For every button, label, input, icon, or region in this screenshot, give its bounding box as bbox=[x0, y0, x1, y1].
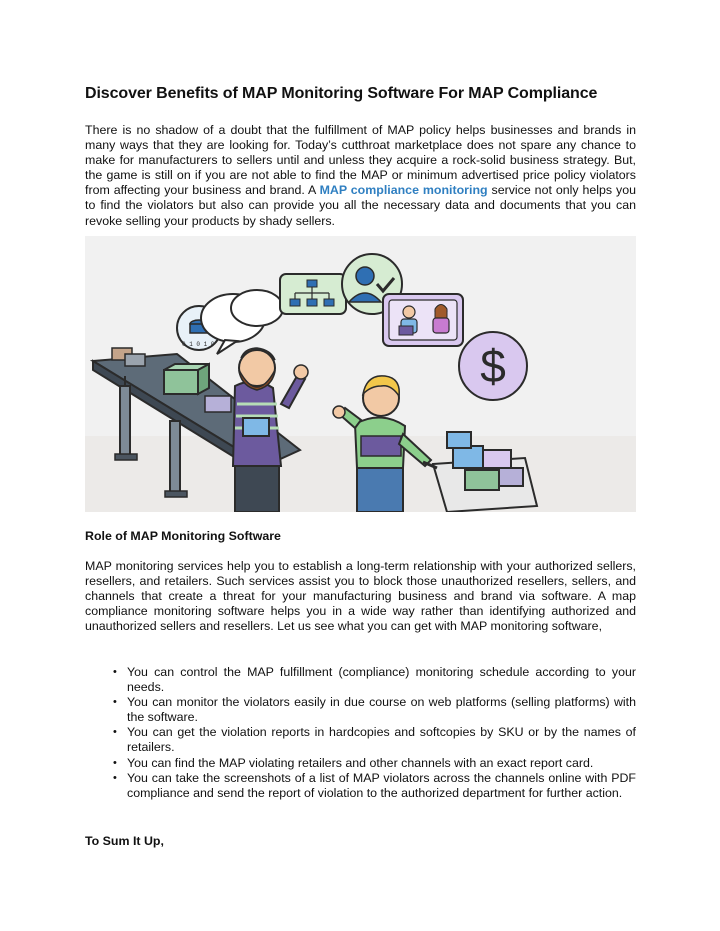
bullet-icon: • bbox=[113, 726, 117, 739]
bullet-icon: • bbox=[113, 666, 117, 678]
list-item bbox=[113, 665, 636, 695]
bullet-icon: • bbox=[113, 771, 117, 784]
role-heading: Role of MAP Monitoring Software bbox=[85, 529, 281, 543]
list-item-text: You can find the MAP violating retailers and other channels with an exact report card. bbox=[127, 755, 594, 770]
benefits-list bbox=[113, 665, 636, 801]
list-item-text: You can monitor the violators easily in due course on web platforms (selling platforms) with the software. bbox=[127, 695, 636, 725]
role-paragraph: MAP monitoring services help you to establish a long-term relationship with your authorized sellers, resellers, and retailers. Such services assist you to block those unauthorized resellers, sellers, and channels that create a threat for your manufacturing business and brand via software. A map compliance monitoring software helps you in a wide way rather than identifying authorized and unauthorized sellers and resellers. Let us see what you can get with MAP monitoring software, bbox=[85, 559, 636, 634]
list-item bbox=[113, 756, 636, 771]
list-item-text: You can take the screenshots of a list of MAP violators across the channels online with PDF compliance and send the report of violation to the authorized department for further action. bbox=[127, 770, 636, 800]
dollar-sign: $ bbox=[480, 340, 506, 392]
bullet-icon: • bbox=[113, 756, 117, 769]
intro-text-start: There is no shadow of a doubt that the fulfillment of MAP policy helps businesses and brands in many ways that they are looking for. Today’s cutthroat marketplace does not spare any chance to make for manufacturers to sellers until and unless they acquire a rock-solid business strategy. But, the game is still on if you are not able to find the MAP or minimum advertised price policy violators from affecting your business and brand. A bbox=[85, 123, 636, 198]
sum-up-heading: To Sum It Up, bbox=[85, 834, 164, 848]
list-item-text: You can control the MAP fulfillment (compliance) monitoring schedule according to your needs. bbox=[127, 665, 636, 695]
video-call-card-icon bbox=[383, 294, 463, 346]
intro-paragraph bbox=[85, 123, 636, 229]
bullet-icon: • bbox=[113, 696, 117, 709]
list-item-text: You can get the violation reports in hardcopies and softcopies by SKU or by the names of retailers. bbox=[127, 725, 636, 755]
page-title: Discover Benefits of MAP Monitoring Software For MAP Compliance bbox=[85, 85, 598, 102]
list-item bbox=[113, 695, 636, 725]
flowchart-card-icon bbox=[280, 274, 346, 314]
binary-digits: 0 1 0 1 0 bbox=[182, 341, 215, 348]
list-item bbox=[113, 725, 636, 755]
dollar-icon bbox=[459, 332, 527, 400]
intro-text-end: service not only helps you to find the violators but also can provide you all the necessary data and documents that you can revoke selling your products by shady sellers. bbox=[85, 183, 637, 228]
map-compliance-monitoring-link[interactable]: MAP compliance monitoring bbox=[319, 183, 488, 198]
list-item bbox=[113, 771, 636, 801]
hero-illustration bbox=[85, 236, 636, 512]
